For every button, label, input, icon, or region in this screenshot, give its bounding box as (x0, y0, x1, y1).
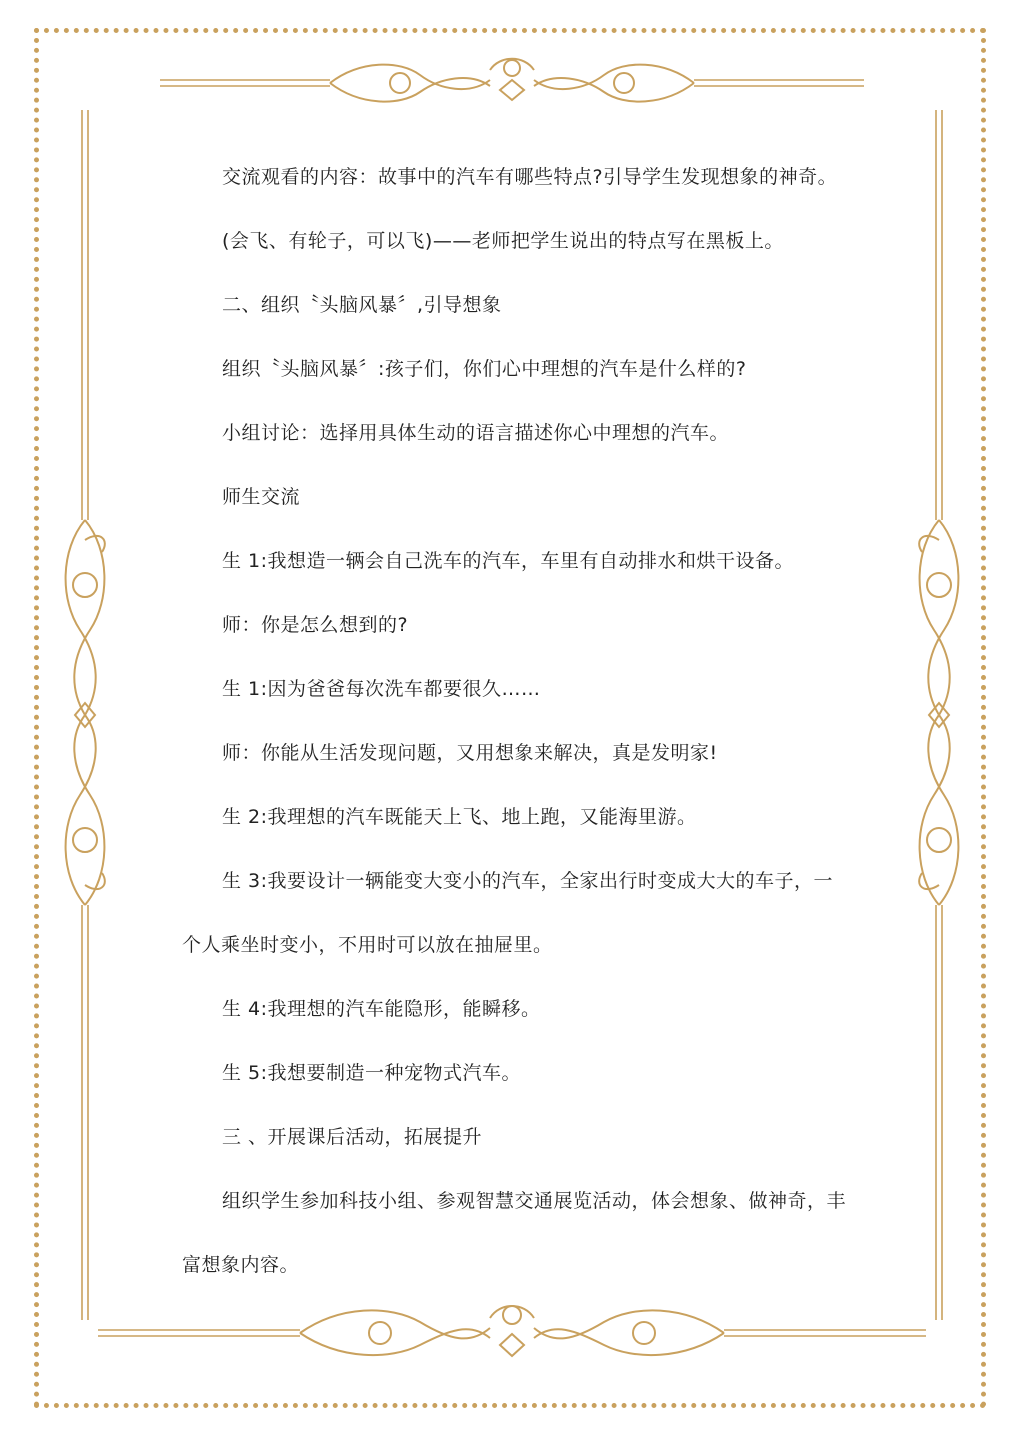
paragraph: 小组讨论：选择用具体生动的语言描述你心中理想的汽车。 (222, 422, 730, 444)
right-flourish-icon (919, 520, 958, 905)
paragraph: (会飞、有轮子，可以飞)——老师把学生说出的特点写在黑板上。 (222, 230, 784, 252)
document-body (182, 145, 852, 1297)
top-flourish-icon (330, 59, 694, 102)
paragraph: 师：你是怎么想到的? (222, 614, 409, 636)
section-heading: 三 、开展课后活动，拓展提升 (222, 1126, 483, 1148)
left-flourish-icon (66, 520, 105, 905)
paragraph: 交流观看的内容：故事中的汽车有哪些特点?引导学生发现想象的神奇。 (222, 166, 838, 188)
paragraph: 生 1:因为爸爸每次洗车都要很久…… (222, 678, 541, 700)
paragraph: 师：你能从生活发现问题，又用想象来解决，真是发明家! (222, 742, 718, 764)
paragraph: 组织学生参加科技小组、参观智慧交通展览活动，体会想象、做神奇，丰富想象内容。 (182, 1190, 847, 1276)
paragraph: 生 4:我理想的汽车能隐形，能瞬移。 (222, 998, 541, 1020)
section-heading: 二、组织〝头脑风暴〞,引导想象 (222, 294, 502, 316)
paragraph: 师生交流 (222, 486, 301, 508)
bottom-flourish-icon (300, 1306, 724, 1356)
paragraph: 生 2:我理想的汽车既能天上飞、地上跑，又能海里游。 (222, 806, 697, 828)
paragraph: 生 3:我要设计一辆能变大变小的汽车，全家出行时变成大大的车子，一个人乘坐时变小，不用时可以放在抽屉里。 (182, 870, 834, 956)
paragraph: 生 1:我想造一辆会自己洗车的汽车，车里有自动排水和烘干设备。 (222, 550, 795, 572)
paragraph: 生 5:我想要制造一种宠物式汽车。 (222, 1062, 522, 1084)
paragraph: 组织〝头脑风暴〞:孩子们，你们心中理想的汽车是什么样的? (222, 358, 747, 380)
